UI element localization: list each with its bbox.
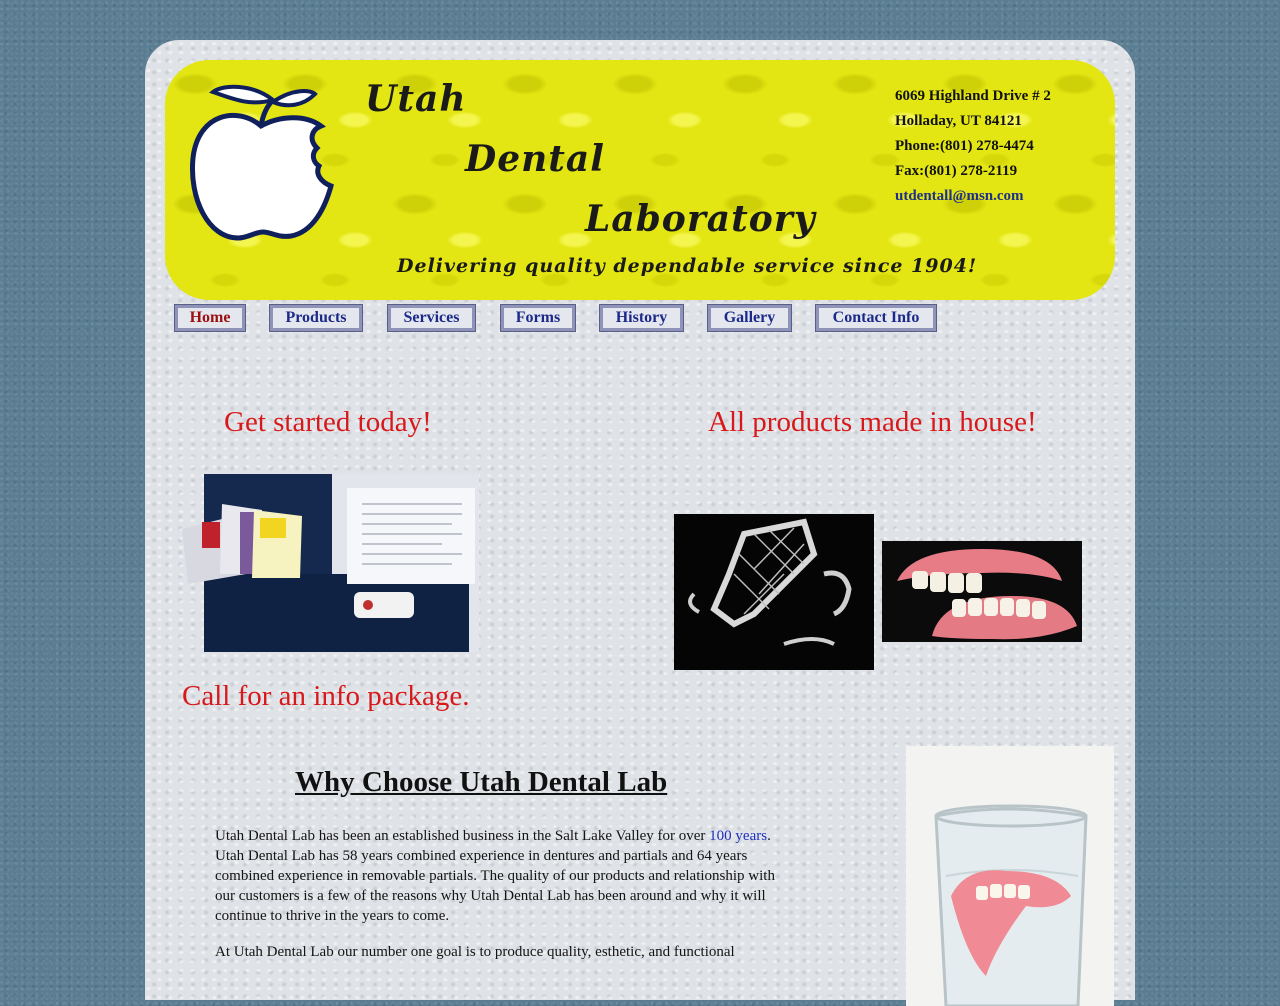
nav-home[interactable]: Home [175,305,245,331]
nav-contact-info[interactable]: Contact Info [816,305,936,331]
nav-forms[interactable]: Forms [501,305,575,331]
page-container [145,40,1135,1000]
denture-glass-image [906,746,1114,1006]
intro-paragraph [215,826,785,926]
email-link[interactable]: utdentall@msn.com [895,188,1024,204]
nav-services[interactable]: Services [388,305,475,331]
promo-call-info: Call for an info package. [182,680,470,712]
goal-paragraph: At Utah Dental Lab our number one goal is to produce quality, esthetic, and functional [215,944,735,960]
intro-text-1: Utah Dental Lab has been an established business in the Salt Lake Valley for over [215,828,710,844]
apple-icon [183,78,343,248]
info-package-image [182,474,482,654]
promo-made-in-house: All products made in house! [708,406,1037,438]
dentures-image [882,541,1082,642]
phone-number: Phone:(801) 278-4474 [895,138,1034,154]
title-word-dental: Dental [465,138,605,180]
metal-partial-image [674,514,874,670]
contact-block [895,84,1051,209]
fax-number: Fax:(801) 278-2119 [895,163,1018,179]
street-address: 6069 Highland Drive # 2 [895,88,1051,104]
city-address: Holladay, UT 84121 [895,113,1022,129]
intro-text-2: . Utah Dental Lab has 58 years combined experience in dentures and partials and 64 years combined experience in removable partials. The quality of our products and relationship with our customers is a few of the reasons why Utah Dental Lab has been around and why it will continue to thrive in the years to come. [215,828,775,924]
promo-get-started: Get started today! [224,406,432,438]
title-word-laboratory: Laboratory [585,198,816,240]
nav-gallery[interactable]: Gallery [708,305,791,331]
title-word-utah: Utah [365,78,467,120]
section-heading: Why Choose Utah Dental Lab [295,766,668,798]
nav-products[interactable]: Products [270,305,362,331]
nav-history[interactable]: History [600,305,683,331]
tagline: Delivering quality dependable service since 1904! [397,255,978,277]
history-link[interactable]: 100 years [709,828,768,844]
header-banner [165,60,1115,300]
